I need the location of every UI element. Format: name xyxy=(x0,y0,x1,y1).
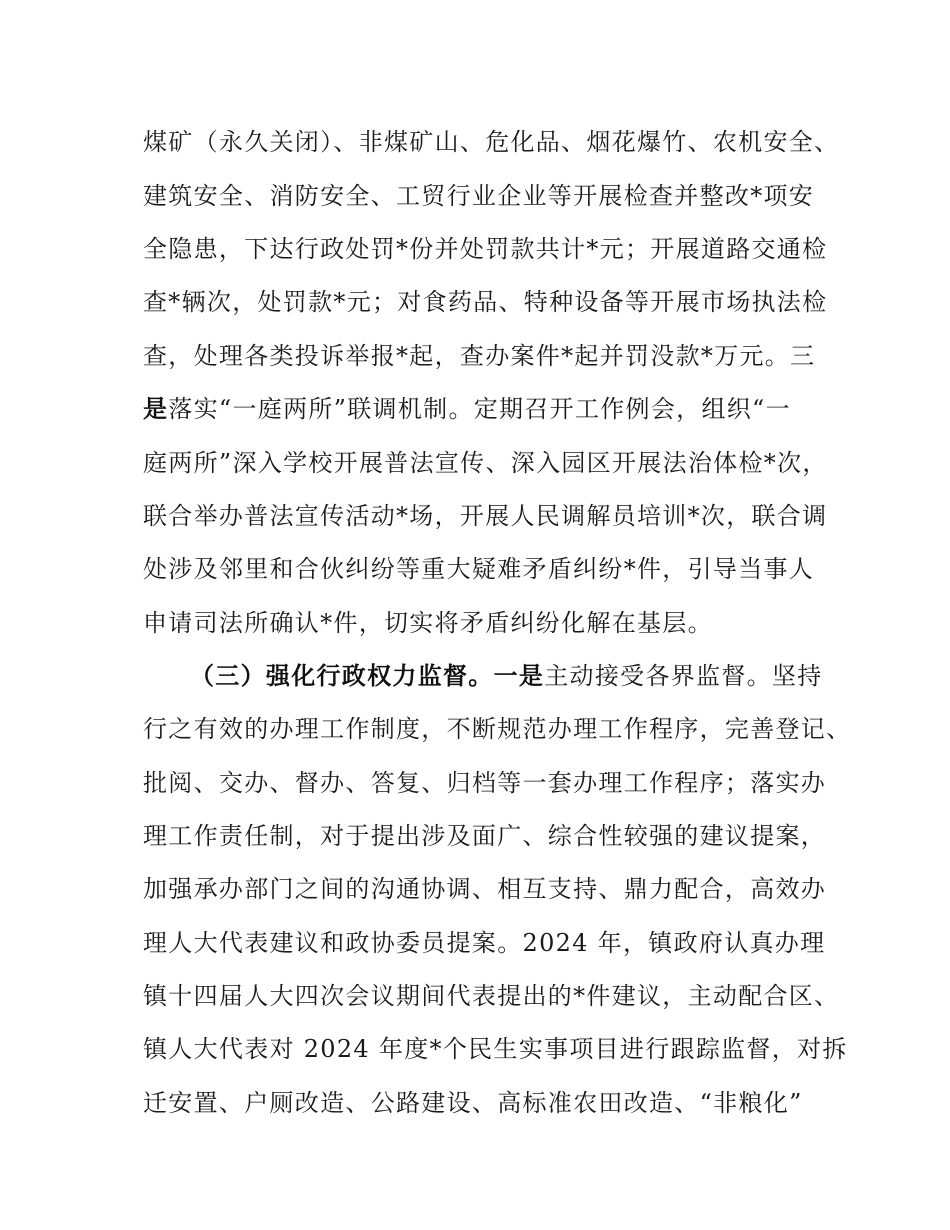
section-heading-line xyxy=(190,661,823,691)
text-span: 主动接受各界监督。坚持 xyxy=(544,662,823,690)
emphasis-text: 一是 xyxy=(493,662,545,690)
text-line: 处涉及邻里和合伙纠纷等重大疑难矛盾纠纷*件，引导当事人 xyxy=(143,555,815,583)
text-line: 庭两所”深入学校开展普法宣传、深入园区开展法治体检*次， xyxy=(143,449,828,477)
text-line: 查，处理各类投诉举报*起，查办案件*起并罚没款*万元。三 xyxy=(143,342,816,370)
text-line: 查*辆次，处罚款*元；对食药品、特种设备等开展市场执法检 xyxy=(143,288,828,316)
text-line: 行之有效的办理工作制度，不断规范办理工作程序，完善登记、 xyxy=(143,715,852,743)
text-line: 理人大代表建议和政协委员提案。2024 年，镇政府认真办理 xyxy=(143,929,826,957)
text-line: 建筑安全、消防安全、工贸行业企业等开展检查并整改*项安 xyxy=(143,182,815,210)
text-line: 申请司法所确认*件，切实将矛盾纠纷化解在基层。 xyxy=(143,609,713,637)
text-line xyxy=(143,394,791,424)
text-line: 联合举办普法宣传活动*场，开展人民调解员培训*次，联合调 xyxy=(143,502,828,530)
text-span: 落实“一庭两所”联调机制。定期召开工作例会，组织“一 xyxy=(168,395,791,423)
text-line: 加强承办部门之间的沟通协调、相互支持、鼎力配合，高效办 xyxy=(143,875,827,903)
text-line: 镇人大代表对 2024 年度*个民生实事项目进行跟踪监督，对拆 xyxy=(143,1035,848,1063)
text-line: 煤矿（永久关闭）、非煤矿山、危化品、烟花爆竹、农机安全、 xyxy=(143,128,840,156)
emphasis-text: 是 xyxy=(143,395,169,423)
text-line: 理工作责任制，对于提出涉及面广、综合性较强的建议提案， xyxy=(143,822,827,850)
text-line: 批阅、交办、督办、答复、归档等一套办理工作程序；落实办 xyxy=(143,769,827,797)
text-line: 全隐患，下达行政处罚*份并处罚款共计*元；开展道路交通检 xyxy=(143,235,828,263)
text-line: 迁安置、户厕改造、公路建设、高标准农田改造、“非粮化” xyxy=(143,1089,803,1117)
section-heading: （三）强化行政权力监督。 xyxy=(190,662,494,690)
text-line: 镇十四届人大四次会议期间代表提出的*件建议，主动配合区、 xyxy=(143,982,840,1010)
